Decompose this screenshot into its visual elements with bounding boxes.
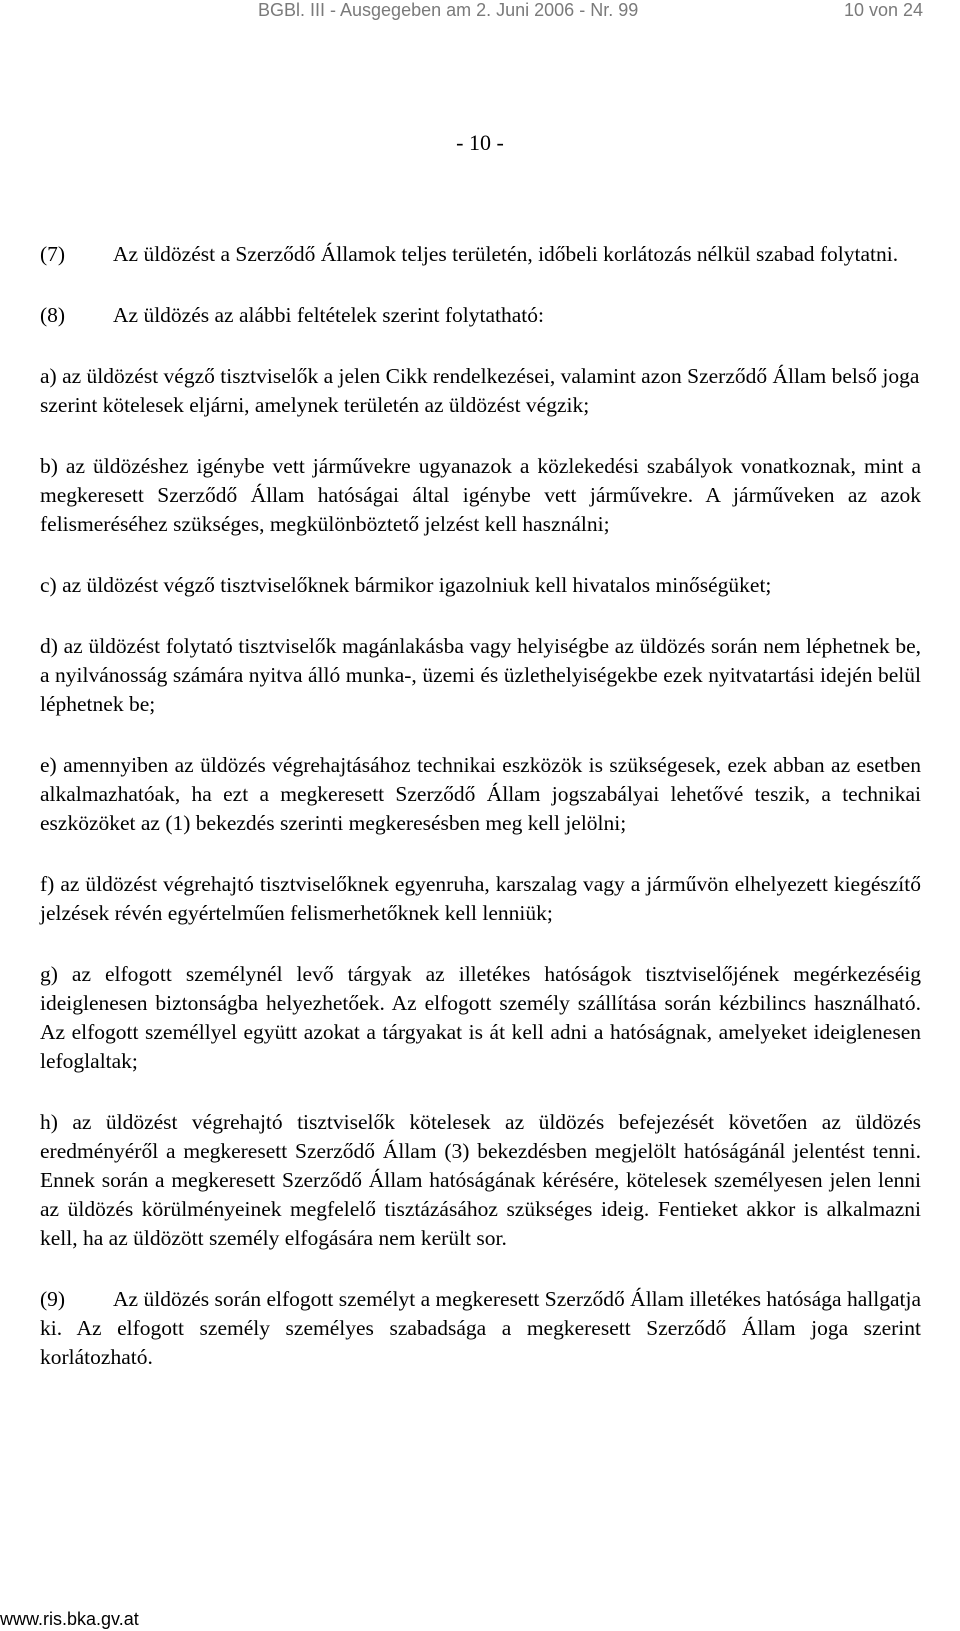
paragraph-text: Az üldözést a Szerződő Államok teljes területén, időbeli korlátozás nélkül szabad folytatni. <box>113 242 899 266</box>
list-item-f: f) az üldözést végrehajtó tisztviselőknek egyenruha, karszalag vagy a járművön elhelyezett kiegészítő jelzések révén egyértelműen felismerhetőknek kell lenniük; <box>40 872 921 925</box>
paragraph-number: (7) <box>40 242 66 266</box>
list-item-a: a) az üldözést végző tisztviselők a jelen Cikk rendelkezései, valamint azon Szerződő Állam belső joga szerint kötelesek eljárni, amelynek területén az üldözést végzik; <box>40 364 920 417</box>
document-body <box>40 240 921 1404</box>
page-header <box>0 0 960 24</box>
page-number: - 10 - <box>456 130 504 155</box>
paragraph-8 <box>40 301 921 330</box>
page-counter: 10 von 24 <box>844 0 924 20</box>
footer-url[interactable]: www.ris.bka.gv.at <box>0 1609 139 1629</box>
list-item-b: b) az üldözéshez igénybe vett járművekre ugyanazok a közlekedési szabályok vonatkoznak, mint a megkeresett Szerződő Állam hatóságai által igénybe vett járművekre. A járműveken az azok felismeréséhez szükséges, megkülönböztető jelzést kell használni; <box>40 454 921 536</box>
paragraph-9 <box>40 1285 921 1372</box>
paragraph-number: (8) <box>40 303 66 327</box>
paragraph-7 <box>40 240 921 269</box>
list-item-e: e) amennyiben az üldözés végrehajtásához technikai eszközök is szükségesek, ezek abban az esetben alkalmazhatóak, ha ezt a megkeresett Szerződő Állam jogszabályai lehetővé teszik, a technikai eszközöket az (1) bekezdés szerinti megkeresésben meg kell jelölni; <box>40 753 921 835</box>
list-item-g: g) az elfogott személynél levő tárgyak az illetékes hatóságok tisztviselőjének megérkezéséig ideiglenesen biztonságba helyezhetőek. Az elfogott személy szállítása során kézbilincs használható. Az elfogott személlyel együtt azokat a tárgyakat is át kell adni a hatóságnak, amelyeket ideiglenesen lefoglaltak; <box>40 962 921 1073</box>
list-item-c: c) az üldözést végző tisztviselőknek bármikor igazolniuk kell hivatalos minőségüket; <box>40 573 772 597</box>
list-item-h: h) az üldözést végrehajtó tisztviselők kötelesek az üldözés befejezését követően az üldözés eredményéről a megkeresett Szerződő Állam (3) bekezdésben megjelölt hatóságánál jelentést tenni. Ennek során a megkeresett Szerződő Állam hatóságának kérésére, kötelesek személyesen jelen lenni az üldözés körülményeinek megfelelő tisztázásához szükséges ideig. Fentieket akkor is alkalmazni kell, ha az üldözött személy elfogására nem került sor. <box>40 1110 921 1250</box>
list-item-d: d) az üldözést folytató tisztviselők magánlakásba vagy helyiségbe az üldözés során nem léphetnek be, a nyilvánosság számára nyitva álló munka-, üzemi és üzlethelyiségekbe ezek nyitvatartási idején belül léphetnek be; <box>40 634 921 716</box>
paragraph-number: (9) <box>40 1287 66 1311</box>
paragraph-text: Az üldözés során elfogott személyt a megkeresett Szerződő Állam illetékes hatósága hallgatja ki. Az elfogott személy személyes szabadsága a megkeresett Szerződő Állam joga szerint korlátozható. <box>40 1287 921 1369</box>
gazette-reference: BGBl. III - Ausgegeben am 2. Juni 2006 - Nr. 99 <box>258 0 639 20</box>
paragraph-text: Az üldözés az alábbi feltételek szerint folytatható: <box>113 303 545 327</box>
